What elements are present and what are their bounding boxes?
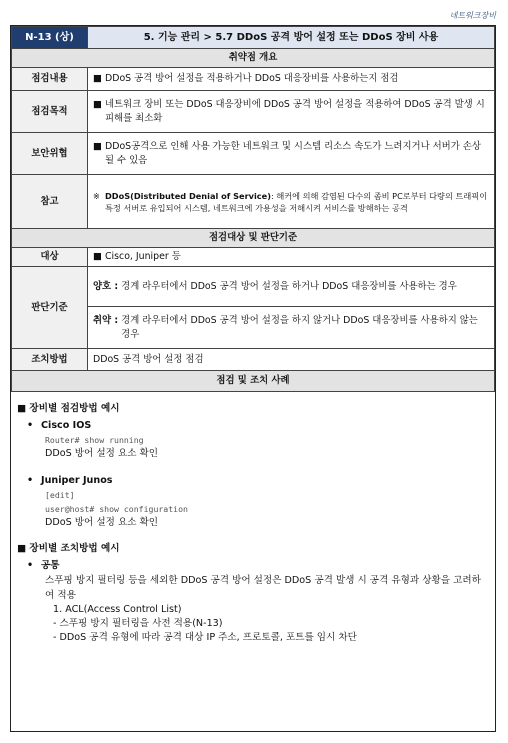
- action-heading: ■ 장비별 조치방법 예시: [17, 543, 120, 554]
- criteria-good: [88, 267, 495, 307]
- bullet-square-icon: ■: [93, 73, 102, 84]
- item-code: N-13 (상): [12, 27, 88, 49]
- acl-subitem-1: - 스푸핑 방지 필터링을 사전 적용(N-13): [53, 618, 223, 629]
- row-value-check: ■ DDoS 공격 방어 설정을 적용하거나 DDoS 대응장비를 사용하는지 점검: [88, 68, 495, 91]
- examples-content: [11, 392, 495, 645]
- section-target: 점검대상 및 판단기준: [12, 229, 495, 248]
- row-label-criteria: 판단기준: [12, 267, 88, 349]
- criteria-bad-text: 경계 라우터에서 DDoS 공격 방어 설정을 하지 않거나 DDoS 대응장비를 사용하지 않는 경우: [121, 314, 478, 340]
- cisco-command: Router# show running: [45, 435, 144, 445]
- row-value-target: ■ Cisco, Juniper 등: [88, 248, 495, 267]
- common-description: 스푸핑 방지 필터링 등을 세외한 DDoS 공격 방어 설정은 DDoS 공격 발생 시 공격 유형과 상황을 고려하여 적용: [45, 575, 481, 601]
- criteria-good-text: 경계 라우터에서 DDoS 공격 방어 설정을 하거나 DDoS 대응장비를 사용하는 경우: [121, 280, 457, 292]
- juniper-description: DDoS 방어 설정 요소 확인: [45, 517, 159, 528]
- row-label-action: 조치방법: [12, 349, 88, 371]
- reference-term: DDoS(Distributed Denial of Service): [105, 190, 271, 201]
- row-value-threat: ■ DDoS공격으로 인해 사용 가능한 네트워크 및 시스템 리소스 속도가 느려지거나 서버가 손상 될 수 있음: [88, 133, 495, 175]
- row-label-check: 점검내용: [12, 68, 88, 91]
- spec-table: [11, 26, 495, 392]
- criteria-good-key: 양호 :: [93, 280, 119, 292]
- device-juniper: • Juniper Junos: [27, 475, 113, 486]
- check-heading: ■ 장비별 점검방법 예시: [17, 403, 120, 414]
- juniper-command-edit: [edit]: [45, 490, 75, 500]
- criteria-bad: [88, 307, 495, 349]
- bullet-dot-icon: •: [27, 560, 34, 571]
- juniper-command-show: user@host# show configuration: [45, 504, 188, 514]
- row-label-purpose: 점검목적: [12, 91, 88, 133]
- bullet-square-icon: ■: [93, 140, 102, 152]
- row-label-reference: 참고: [12, 175, 88, 229]
- bullet-square-icon: ■: [17, 403, 27, 414]
- section-examples: 점검 및 조치 사례: [12, 371, 495, 392]
- bullet-dot-icon: •: [27, 475, 34, 486]
- device-cisco: • Cisco IOS: [27, 420, 92, 431]
- row-value-purpose: ■ 네트워크 장비 또는 DDoS 대응장비에 DDoS 공격 방어 설정을 적용하여 DDoS 공격 발생 시 피해를 최소화: [88, 91, 495, 133]
- device-common: • 공통: [27, 560, 60, 571]
- bullet-square-icon: ■: [93, 251, 102, 262]
- acl-item: 1. ACL(Access Control List): [53, 604, 182, 615]
- section-overview: 취약점 개요: [12, 49, 495, 68]
- item-title: 5. 기능 관리 > 5.7 DDoS 공격 방어 설정 또는 DDoS 장비 사용: [88, 27, 495, 49]
- criteria-bad-key: 취약 :: [93, 314, 119, 326]
- row-value-reference: [88, 175, 495, 229]
- bullet-dot-icon: •: [27, 420, 34, 431]
- document-frame: [10, 25, 496, 732]
- cisco-description: DDoS 방어 설정 요소 확인: [45, 448, 159, 459]
- row-label-threat: 보안위협: [12, 133, 88, 175]
- brand-label: 네트워크장비: [449, 11, 496, 20]
- row-label-target: 대상: [12, 248, 88, 267]
- reference-text: : 해커에 의해 감염된 다수의 좀비 PC로부터 다량의 트래픽이 특정 서버로 유입되어 시스템, 네트워크에 가용성을 저해시켜 서비스를 방해하는 공격: [105, 190, 488, 213]
- acl-subitem-2: - DDoS 공격 유형에 따라 공격 대상 IP 주소, 프로토콜, 포트를 임시 차단: [53, 632, 357, 643]
- row-value-action: DDoS 공격 방어 설정 점검: [88, 349, 495, 371]
- bullet-square-icon: ■: [17, 543, 27, 554]
- note-mark-icon: ※: [93, 190, 100, 201]
- bullet-square-icon: ■: [93, 98, 102, 110]
